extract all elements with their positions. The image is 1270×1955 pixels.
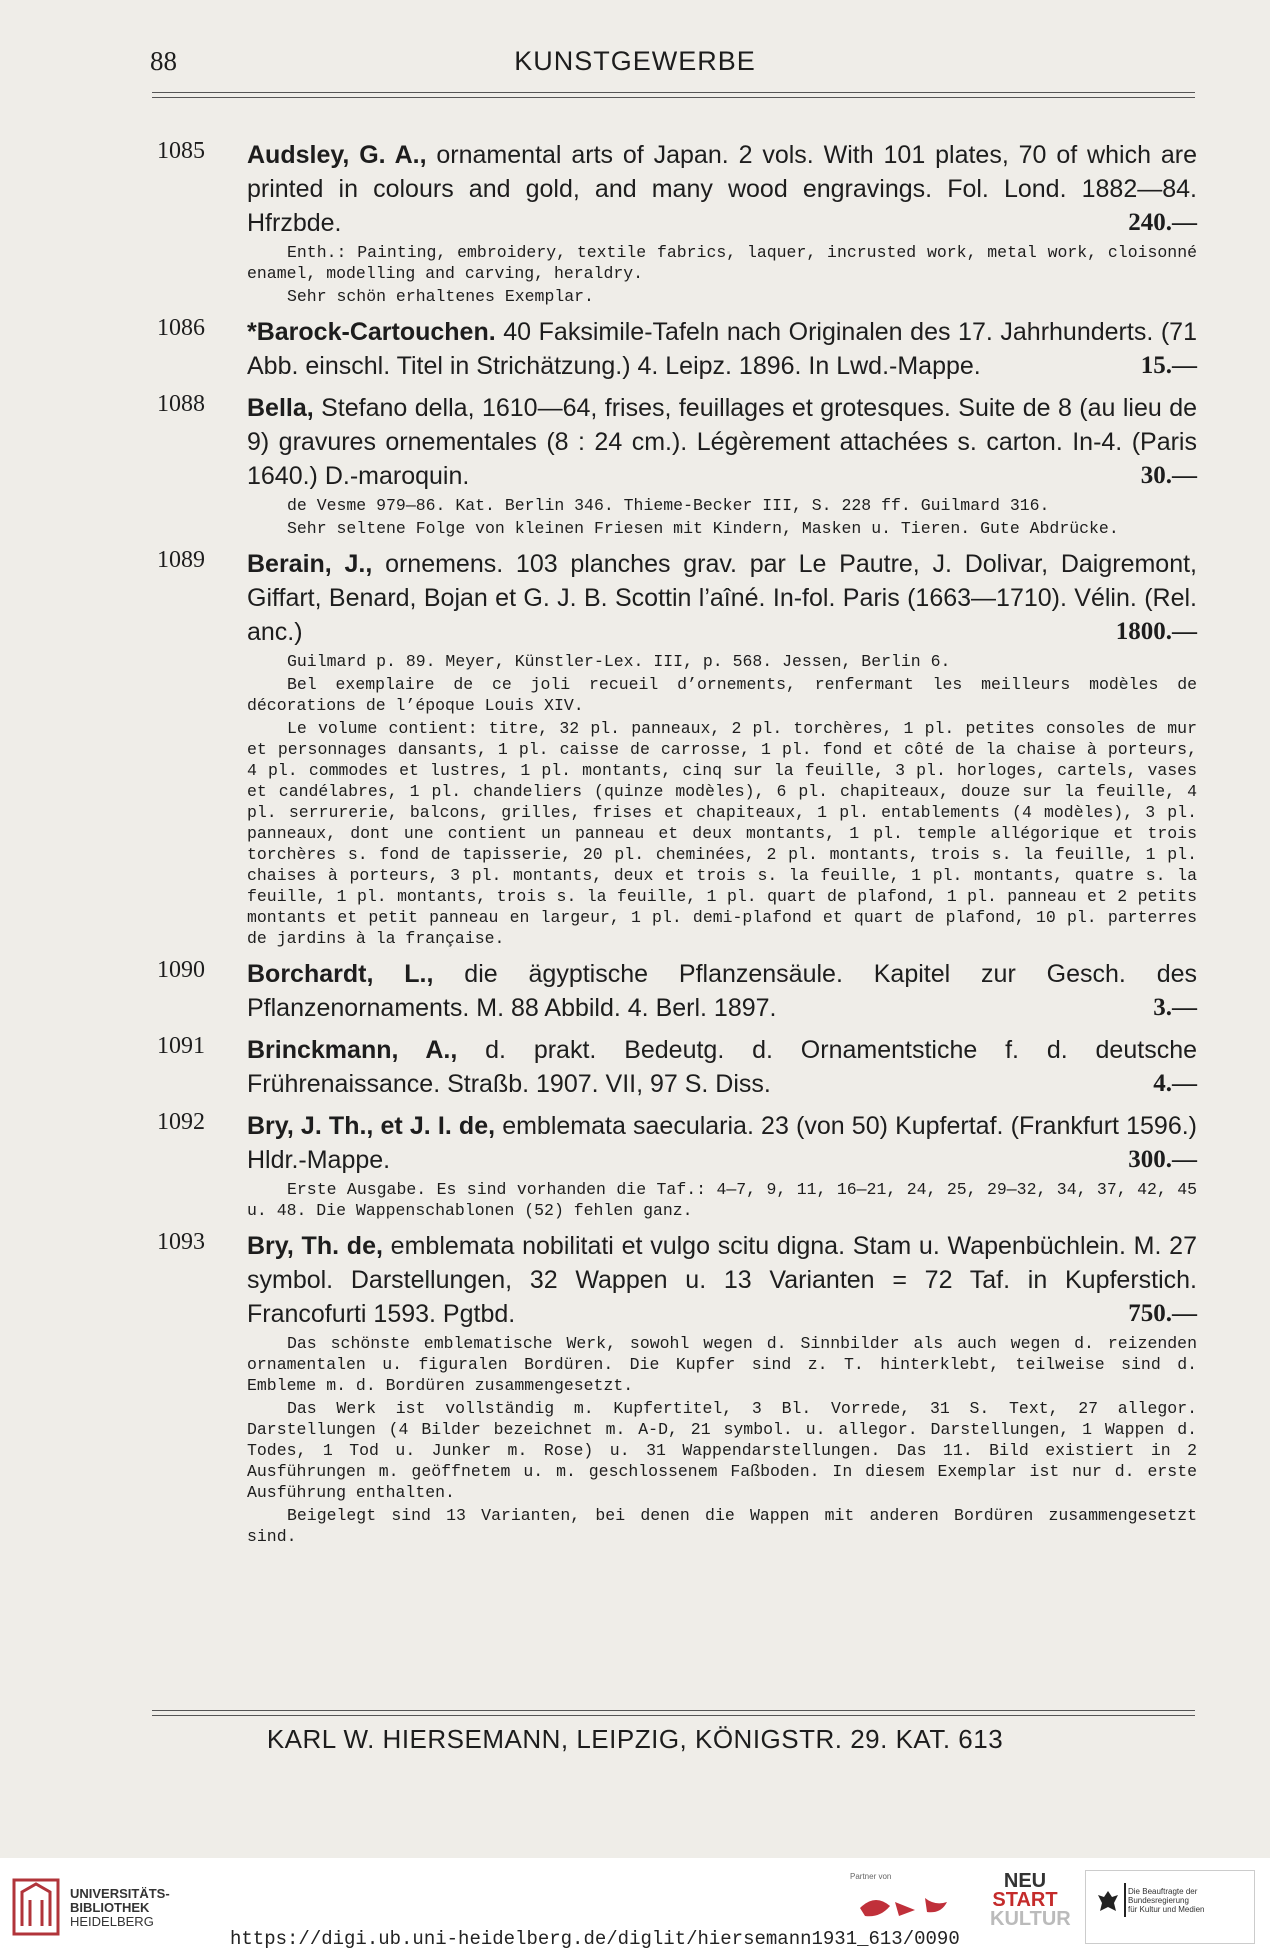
entry-note: Sehr seltene Folge von kleinen Friesen mit Kindern, Masken u. Tieren. Gute Abdrücke. (287, 519, 1119, 538)
entry-author: Audsley, G. A., (247, 141, 427, 169)
catalog-entries (150, 138, 1197, 1555)
entry-number: 1093 (157, 1229, 205, 1255)
entry-description: ornemens. 103 planches grav. par Le Pautre, J. Dolivar, Daigremont, Giffart, Benard, Bojan et G. J. B. Scottin l’aîné. In-fol. Paris (1663—1710). Vélin. (Rel. anc.) (247, 550, 1197, 646)
entry-title (247, 957, 1197, 1025)
entry-note: Das schönste emblematische Werk, sowohl wegen d. Sinnbilder als auch wegen d. reizenden ornamentalen u. figuralen Bordüren. Die Kupfer sind z. T. hinterklebt, teilweise sind d. Embleme m. d. Bordüren zusammengesetzt. (247, 1334, 1197, 1395)
entry-price: 15.— (1140, 352, 1197, 379)
entry-number: 1092 (157, 1109, 205, 1135)
eagle-icon (1096, 1889, 1120, 1915)
entry-description: ornamental arts of Japan. 2 vols. With 101 plates, 70 of which are printed in colours and gold, and many wood engravings. Fol. Lond. 1882—84. Hfrzbde. (247, 141, 1197, 237)
entry-description: Stefano della, 1610—64, frises, feuillages et grotesques. Suite de 8 (au lieu de 9) gravures ornementales (8 : 24 cm.). Légèrement attachées s. carton. In-4. (Paris 1640.) D.-maroquin. (247, 394, 1197, 490)
source-url[interactable]: https://digi.ub.uni-heidelberg.de/diglit/hiersemann1931_613/0090 (230, 1928, 960, 1950)
catalog-entry (150, 315, 1197, 383)
catalog-entry (150, 957, 1197, 1025)
entry-author: Berain, J., (247, 550, 373, 578)
catalog-entry (150, 138, 1197, 307)
university-logo-icon (12, 1878, 60, 1936)
entry-note: Erste Ausgabe. Es sind vorhanden die Taf.: 4—7, 9, 11, 16—21, 24, 25, 29—32, 34, 37, 42, 45 u. 48. Die Wappenschablonen (52) fehlen ganz. (247, 1180, 1197, 1220)
catalog-entry (150, 1229, 1197, 1547)
catalog-entry (150, 391, 1197, 539)
footer-rule (152, 1710, 1195, 1711)
entry-title (247, 547, 1197, 649)
publisher-footer: KARL W. HIERSEMANN, LEIPZIG, KÖNIGSTR. 29. KAT. 613 (266, 1724, 1004, 1754)
entry-price: 300.— (1128, 1146, 1197, 1173)
bkm-divider (1124, 1883, 1126, 1917)
header-rule-thin (152, 97, 1195, 98)
entry-note: Beigelegt sind 13 Varianten, bei denen die Wappen mit anderen Bordüren zusammengesetzt sind. (247, 1506, 1197, 1546)
entry-title (247, 315, 1197, 383)
entry-note: Enth.: Painting, embroidery, textile fabrics, laquer, incrusted work, metal work, cloisonné enamel, modelling and carving, heraldry. (247, 243, 1197, 283)
neustart-kultur-logo: NEU START KULTUR (990, 1870, 1071, 1930)
entry-title (247, 391, 1197, 493)
partner-logo-icon (855, 1888, 965, 1924)
entry-price: 30.— (1140, 462, 1197, 489)
entry-number: 1091 (157, 1033, 205, 1059)
entry-description: emblemata nobilitati et vulgo scitu digna. Stam u. Wapenbüchlein. M. 27 symbol. Darstellungen, 32 Wappen u. 13 Varianten = 72 Taf. in Kupferstich. Francofurti 1593. Pgtbd. (247, 1232, 1197, 1328)
entry-number: 1085 (157, 138, 205, 164)
page-number: 88 (150, 46, 177, 76)
entry-note: Guilmard p. 89. Meyer, Künstler-Lex. III, p. 568. Jessen, Berlin 6. (287, 652, 951, 671)
entry-author: Brinckmann, A., (247, 1036, 458, 1064)
entry-note: Le volume contient: titre, 32 pl. panneaux, 2 pl. torchères, 1 pl. petites consoles de mur et personnages dansants, 1 pl. caisse de carrosse, 1 pl. fond et côté de la chaise à porteurs, 4 pl. commodes et lustres, 1 pl. montants, cinq sur la feuille, 3 pl. horloges, cartels, vases et candélabres, 1 pl. chandeliers (quinze modèles), 6 pl. chapiteaux, douze sur la feuille, 4 pl. serrurerie, balcons, grilles, frises et chapiteaux, 1 pl. entablements (4 modèles), 3 pl. panneaux, dont une contient un panneau et deux montants, 1 pl. temple allégorique et trois torchères s. fond de tapisserie, 20 pl. cheminées, 2 pl. montants, trois s. la feuille, 1 pl. chaises à porteurs, 3 pl. montants, deux et trois s. la feuille, 1 pl. montants, quatre s. la feuille, 1 pl. montants, trois s. la feuille, 1 pl. quart de plafond, 1 pl. panneau et 2 petits montants et petit panneau en largeur, 1 pl. demi-plafond et quart de plafond, 10 pl. parterres de jardins à la française. (247, 719, 1197, 948)
footer-rule-thin (152, 1715, 1195, 1716)
entry-author: Borchardt, L., (247, 960, 434, 988)
bkm-label: Die Beauftragte der Bundesregierung für Kultur und Medien (1128, 1887, 1205, 1914)
entry-note: Das Werk ist vollständig m. Kupfertitel, 3 Bl. Vorrede, 31 S. Text, 27 allegor. Darstellungen (4 Bilder bezeichnet m. A-D, 21 symbol. u. allegor. Darstellungen, 1 Wappen d. Todes, 1 Tod u. Junker m. Rose) u. 31 Wappendarstellungen. Das 11. Bild existiert in 2 Ausführungen m. geöffnetem u. m. geschlossenem Faßboden. In diesem Exemplar ist nur d. erste Ausführung enthalten. (247, 1399, 1197, 1502)
entry-title (247, 1033, 1197, 1101)
entry-note: de Vesme 979—86. Kat. Berlin 346. Thieme-Becker III, S. 228 ff. Guilmard 316. (287, 496, 1050, 515)
entry-description: die ägyptische Pflanzensäule. Kapitel zur Gesch. des Pflanzenornaments. M. 88 Abbild. 4. Berl. 1897. (247, 960, 1198, 1022)
entry-description: d. prakt. Bedeutg. d. Ornamentstiche f. d. deutsche Frührenaissance. Straßb. 1907. VII, 97 S. Diss. (247, 1036, 1197, 1098)
header-rule (152, 92, 1195, 93)
entry-price: 3.— (1153, 994, 1197, 1021)
entry-description: 40 Faksimile-Tafeln nach Originalen des 17. Jahrhunderts. (71 Abb. einschl. Titel in Strichätzung.) 4. Leipz. 1896. In Lwd.-Mappe. (247, 318, 1197, 380)
entry-number: 1090 (157, 957, 205, 983)
entry-title (247, 1229, 1197, 1331)
bkm-logo (1085, 1870, 1255, 1944)
catalog-entry (150, 547, 1197, 949)
entry-price: 750.— (1128, 1300, 1197, 1327)
entry-author: Bella, (247, 394, 314, 422)
partner-label: Partner von (850, 1872, 892, 1881)
entry-number: 1089 (157, 547, 205, 573)
entry-author: Bry, J. Th., et J. I. de, (247, 1112, 496, 1140)
entry-title (247, 1109, 1197, 1177)
entry-author: *Barock-Cartouchen. (247, 318, 496, 346)
entry-author: Bry, Th. de, (247, 1232, 383, 1260)
entry-note: Sehr schön erhaltenes Exemplar. (287, 287, 594, 306)
entry-price: 1800.— (1115, 618, 1197, 645)
entry-price: 240.— (1128, 209, 1197, 236)
bottom-bar (0, 1858, 1270, 1955)
entry-price: 4.— (1153, 1070, 1197, 1097)
entry-description: emblemata saecularia. 23 (von 50) Kupfertaf. (Frankfurt 1596.) Hldr.-Mappe. (247, 1112, 1198, 1174)
entry-title (247, 138, 1197, 240)
entry-number: 1088 (157, 391, 205, 417)
library-name[interactable]: UNIVERSITÄTS- BIBLIOTHEK HEIDELBERG (70, 1886, 170, 1929)
running-title: KUNSTGEWERBE (514, 46, 756, 76)
entry-note: Bel exemplaire de ce joli recueil d’ornements, renfermant les meilleurs modèles de décorations de l’époque Louis XIV. (247, 675, 1197, 715)
catalog-entry (150, 1033, 1197, 1101)
entry-number: 1086 (157, 315, 205, 341)
catalog-entry (150, 1109, 1197, 1221)
